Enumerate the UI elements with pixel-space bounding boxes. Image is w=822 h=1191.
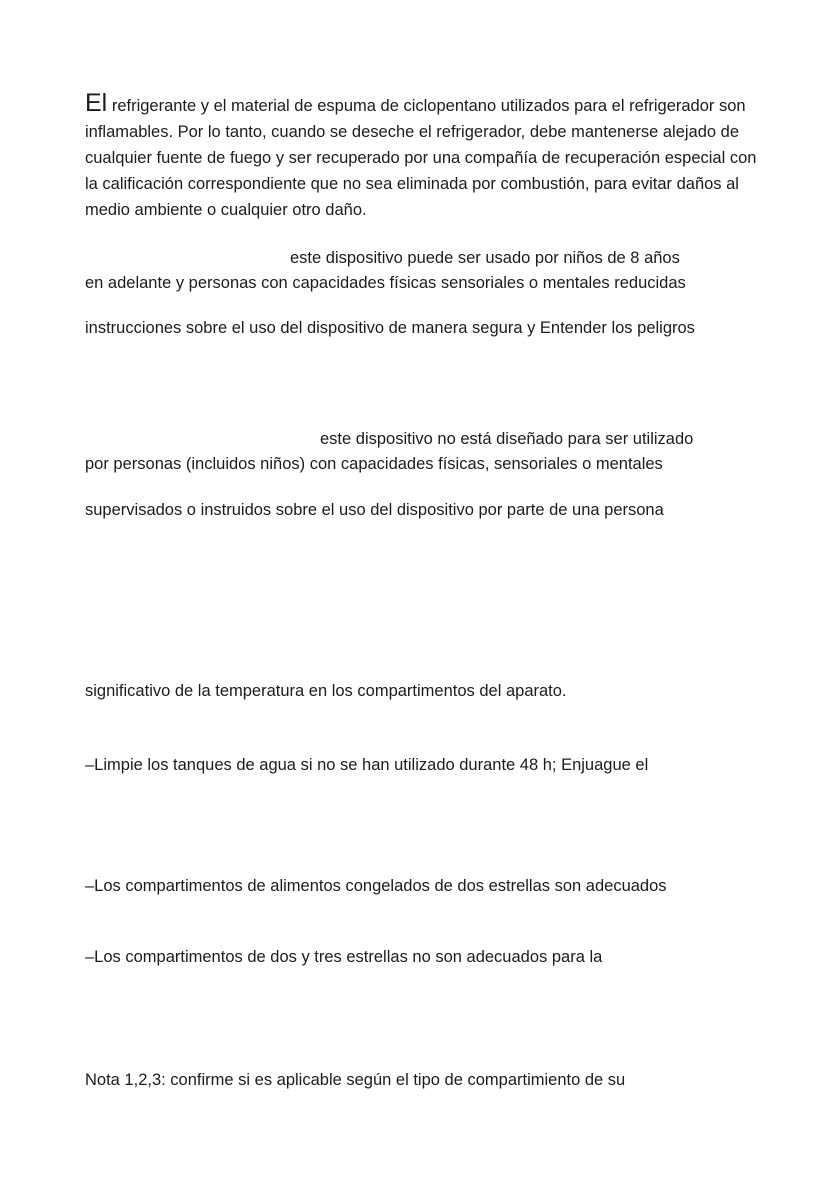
text-line-two-three-star: –Los compartimentos de dos y tres estrellas no son adecuados para la: [85, 948, 603, 966]
text-line-clean-water-tanks: –Limpie los tanques de agua si no se han utilizado durante 48 h; Enjuague el: [85, 756, 649, 774]
warning-paragraph: [85, 90, 761, 223]
text-line-persons-including-children: por personas (incluidos niños) con capacidades físicas, sensoriales o mentales: [85, 455, 663, 473]
text-line-two-star-compartments: –Los compartimentos de alimentos congelados de dos estrellas son adecuados: [85, 877, 667, 895]
text-line-note-123: Nota 1,2,3: confirme si es aplicable según el tipo de compartimiento de su: [85, 1071, 626, 1089]
text-line-safe-use-instructions: instrucciones sobre el uso del dispositivo de manera segura y Entender los peligros: [85, 319, 695, 337]
warning-paragraph-text: refrigerante y el material de espuma de ciclopentano utilizados para el refrigerador son inflamables. Por lo tanto, cuando se deseche el refrigerador, debe mantenerse alejado de cualquier fuente de fuego y ser recuperado por una compañía de recuperación especial con la calificación correspondiente que no sea eliminada por combustión, para evitar daños al medio ambiente o cualquier otro daño.: [85, 97, 757, 219]
paragraph-leadin: El: [85, 89, 108, 117]
text-line-not-designed: este dispositivo no está diseñado para ser utilizado: [320, 430, 694, 448]
text-line-children-8-years: este dispositivo puede ser usado por niños de 8 años: [290, 249, 680, 267]
text-line-temperature-compartments: significativo de la temperatura en los compartimentos del aparato.: [85, 682, 567, 700]
text-line-supervised-instructed: supervisados o instruidos sobre el uso del dispositivo por parte de una persona: [85, 501, 664, 519]
text-line-reduced-capacities: en adelante y personas con capacidades físicas sensoriales o mentales reducidas: [85, 274, 686, 292]
